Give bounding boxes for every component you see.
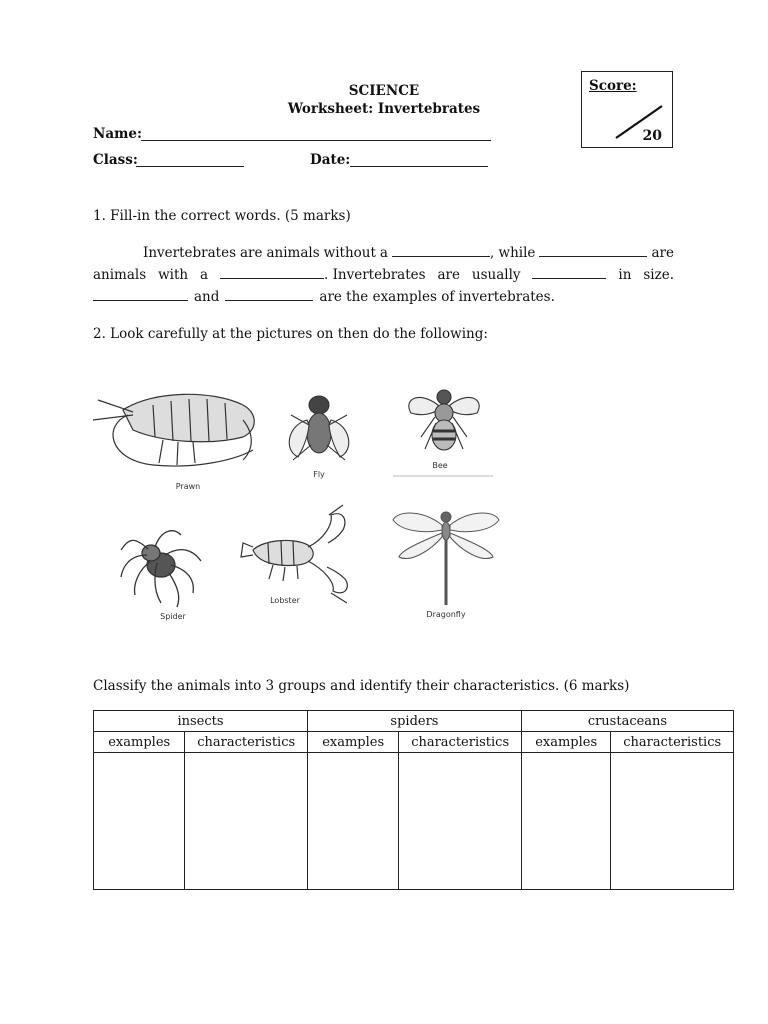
answer-cell[interactable] — [399, 753, 522, 890]
lobster-icon — [241, 505, 347, 603]
group-header-spiders: spiders — [307, 711, 521, 732]
picture-caption-dragonfly: Dragonfly — [426, 610, 466, 619]
worksheet-title: Worksheet: Invertebrates — [287, 101, 481, 117]
blank-5[interactable] — [93, 288, 188, 301]
subheader-examples: examples — [94, 732, 185, 753]
picture-caption-bee: Bee — [432, 461, 448, 470]
subheader-examples: examples — [307, 732, 398, 753]
score-label: Score: — [589, 78, 637, 94]
subject-title: SCIENCE — [348, 83, 420, 99]
answer-cell[interactable] — [521, 753, 610, 890]
answer-cell[interactable] — [307, 753, 398, 890]
answer-cell[interactable] — [611, 753, 734, 890]
subheader-characteristics: characteristics — [185, 732, 308, 753]
fly-icon — [289, 396, 349, 460]
blank-1[interactable] — [392, 244, 490, 257]
spider-icon — [121, 531, 201, 607]
date-field[interactable] — [350, 166, 488, 167]
answer-cell[interactable] — [185, 753, 308, 890]
paragraph-line-3: and are the examples of invertebrates. — [93, 286, 674, 308]
paragraph-line-1: Invertebrates are animals without a , while are — [143, 245, 674, 261]
answer-cell[interactable] — [94, 753, 185, 890]
picture-caption-fly: Fly — [313, 470, 325, 479]
animal-pictures — [93, 365, 523, 640]
bee-icon — [409, 390, 479, 450]
class-field[interactable] — [136, 166, 244, 167]
prawn-icon — [93, 394, 254, 466]
picture-caption-prawn: Prawn — [175, 482, 201, 491]
blank-4[interactable] — [532, 266, 606, 279]
question-1-prompt: 1. Fill-in the correct words. (5 marks) — [93, 208, 351, 224]
date-label: Date: — [310, 152, 351, 168]
classification-table — [93, 710, 734, 890]
score-box — [581, 71, 673, 148]
subheader-characteristics: characteristics — [399, 732, 522, 753]
group-header-crustaceans: crustaceans — [521, 711, 733, 732]
question-2-prompt: 2. Look carefully at the pictures on then do the following: — [93, 326, 488, 342]
question-1-paragraph — [93, 242, 674, 308]
picture-caption-spider: Spider — [160, 612, 186, 621]
blank-3[interactable] — [220, 266, 324, 279]
blank-6[interactable] — [225, 288, 313, 301]
score-total: 20 — [642, 128, 662, 144]
classify-prompt: Classify the animals into 3 groups and identify their characteristics. (6 marks) — [93, 678, 630, 694]
subheader-characteristics: characteristics — [611, 732, 734, 753]
subheader-examples: examples — [521, 732, 610, 753]
name-field[interactable] — [141, 140, 491, 141]
class-label: Class: — [93, 152, 138, 168]
blank-2[interactable] — [539, 244, 647, 257]
picture-caption-lobster: Lobster — [270, 596, 300, 605]
paragraph-line-2: animals with a . Invertebrates are usually in size. — [93, 267, 674, 283]
group-header-insects: insects — [94, 711, 308, 732]
dragonfly-icon — [393, 512, 499, 605]
name-label: Name: — [93, 126, 142, 142]
